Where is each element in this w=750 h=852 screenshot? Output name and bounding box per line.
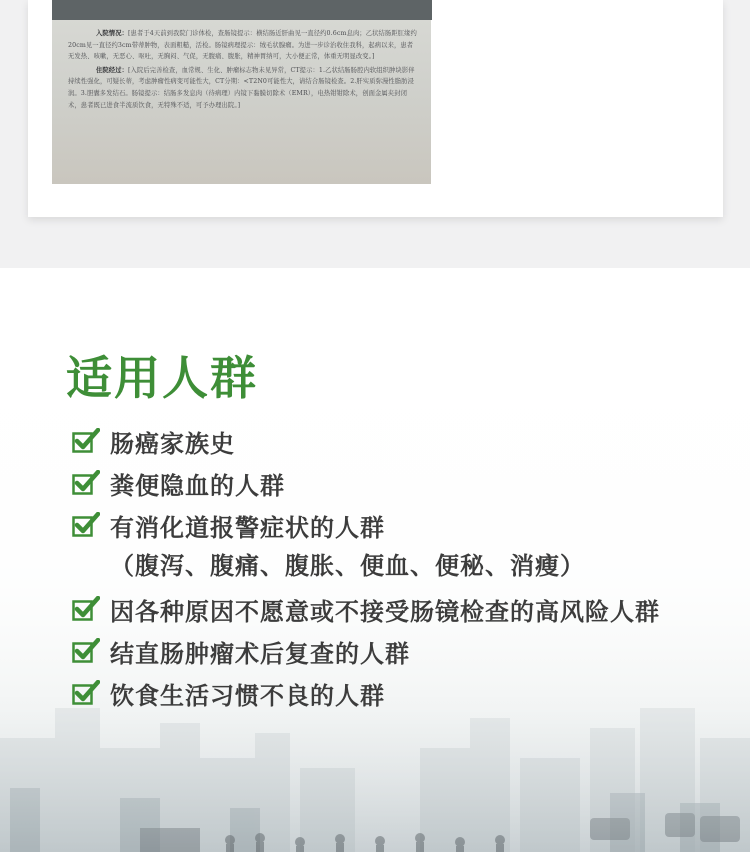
list-item-text: 有消化道报警症状的人群 <box>110 513 385 542</box>
section-title: 适用人群 <box>66 351 258 405</box>
medical-record-text <box>68 28 418 111</box>
check-icon <box>72 638 100 664</box>
list-item <box>72 462 660 504</box>
admission-label: 入院情况： <box>96 30 128 37</box>
medical-record-photo <box>52 20 431 184</box>
admission-text: [患者于4天前到我院门诊体检，查肠镜提示：横结肠近肝曲见一直径约0.6cm息肉；乙状结肠距肛缘约20cm见一直径约3cm带蒂肿物，表面粗糙，活检。肠镜病理提示：绒毛状腺瘤。为进一步诊治收住我科，起病以来，患者无发热、咳嗽，无恶心、呕吐，无胸闷、气促，无腹痛、腹胀，精神胃纳可，大小便正常，体重无明显改变。] <box>68 30 417 61</box>
check-icon <box>72 512 100 538</box>
list-item <box>72 588 660 630</box>
criteria-list <box>72 420 660 714</box>
course-label: 住院经过： <box>96 66 128 74</box>
list-item-text: 肠癌家族史 <box>110 429 235 458</box>
list-item <box>72 420 660 462</box>
list-item <box>72 630 660 672</box>
list-item-text: 因各种原因不愿意或不接受肠镜检查的高风险人群 <box>110 597 660 626</box>
course-text: [入院后完善检查，血常规、生化、肿瘤标志物未见异常，CT提示：1.乙状结肠肠腔内软组织肿块影伴持续性强化，可疑长蒂，考虑肿瘤性病变可能性大，CT分期：<T2N0可能性大，请结合肠镜检查。2.肝实质弥漫性脂肪浸润。3.胆囊多发结石。肠镜提示：结肠多发息肉（待病理）内镜下黏膜切除术（EMR），电热钳钳除术，创面金属夹封闭术，患者既已进食半流质饮食，无特殊不适，可予办理出院。] <box>68 66 415 109</box>
list-item-text: 饮食生活习惯不良的人群 <box>110 681 385 710</box>
record-photo-header-bar <box>52 0 432 20</box>
list-item <box>72 504 660 580</box>
check-icon <box>72 470 100 496</box>
target-population-section <box>0 268 750 852</box>
list-item-subtext: （腹泻、腹痛、腹胀、便血、便秘、消瘦） <box>110 552 585 580</box>
list-item-text: 粪便隐血的人群 <box>110 471 285 500</box>
check-icon <box>72 680 100 706</box>
list-item-text: 结直肠肿瘤术后复查的人群 <box>110 639 410 668</box>
check-icon <box>72 596 100 622</box>
list-item <box>72 672 660 714</box>
check-icon <box>72 428 100 454</box>
